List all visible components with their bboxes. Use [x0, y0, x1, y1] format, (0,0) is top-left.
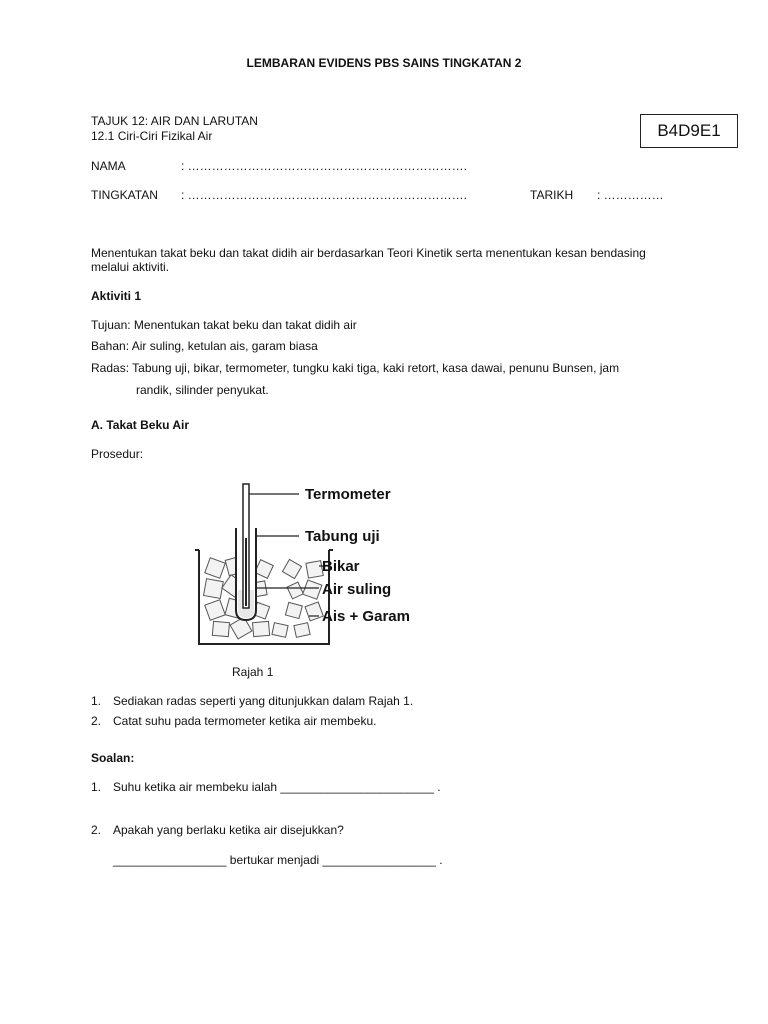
- activity-bahan: Bahan: Air suling, ketulan ais, garam biasa: [91, 339, 318, 353]
- activity-tujuan: Tujuan: Menentukan takat beku dan takat didih air: [91, 318, 357, 332]
- apparatus-diagram: [183, 478, 423, 653]
- ice-cubes: [204, 556, 324, 639]
- activity-heading: Aktiviti 1: [91, 289, 142, 303]
- step-2-text: Catat suhu pada termometer ketika air membeku.: [113, 714, 377, 728]
- tingkatan-field[interactable]: : …………………………………………………………….: [181, 188, 468, 202]
- question-2-number: 2.: [91, 823, 102, 837]
- prosedur-label: Prosedur:: [91, 447, 144, 461]
- section-a-heading: A. Takat Beku Air: [91, 418, 190, 432]
- label-ais-garam: Ais + Garam: [322, 608, 410, 625]
- question-1-text[interactable]: Suhu ketika air membeku ialah _______________________ .: [113, 780, 441, 794]
- label-termometer: Termometer: [305, 486, 391, 503]
- diagram-caption: Rajah 1: [232, 665, 274, 679]
- question-2-answer[interactable]: _________________ bertukar menjadi _________________ .: [113, 853, 443, 867]
- page-title: LEMBARAN EVIDENS PBS SAINS TINGKATAN 2: [246, 56, 522, 70]
- question-2-text: Apakah yang berlaku ketika air disejukkan?: [113, 823, 344, 837]
- label-bikar: Bikar: [322, 558, 360, 575]
- label-air-suling: Air suling: [322, 581, 392, 598]
- intro-line-2: melalui aktiviti.: [91, 260, 170, 274]
- evidence-code-box: B4D9E1: [640, 114, 738, 148]
- nama-field[interactable]: : …………………………………………………………….: [181, 159, 468, 173]
- activity-radas-1: Radas: Tabung uji, bikar, termometer, tungku kaki tiga, kaki retort, kasa dawai, penunu Bunsen, jam: [91, 361, 620, 375]
- topic-title: TAJUK 12: AIR DAN LARUTAN: [91, 114, 258, 128]
- question-1-number: 1.: [91, 780, 102, 794]
- tingkatan-label: TINGKATAN: [91, 188, 158, 202]
- step-1-text: Sediakan radas seperti yang ditunjukkan dalam Rajah 1.: [113, 694, 414, 708]
- tarikh-field[interactable]: : ……………: [597, 188, 664, 202]
- nama-label: NAMA: [91, 159, 126, 173]
- intro-line-1: Menentukan takat beku dan takat didih air berdasarkan Teori Kinetik serta menentukan kesan bendasing: [91, 246, 646, 260]
- step-1-number: 1.: [91, 694, 102, 708]
- label-tabung-uji: Tabung uji: [305, 528, 380, 545]
- activity-radas-2: randik, silinder penyukat.: [136, 383, 269, 397]
- questions-heading: Soalan:: [91, 751, 135, 765]
- step-2-number: 2.: [91, 714, 102, 728]
- tarikh-label: TARIKH: [530, 188, 574, 202]
- topic-subtitle: 12.1 Ciri-Ciri Fizikal Air: [91, 129, 213, 143]
